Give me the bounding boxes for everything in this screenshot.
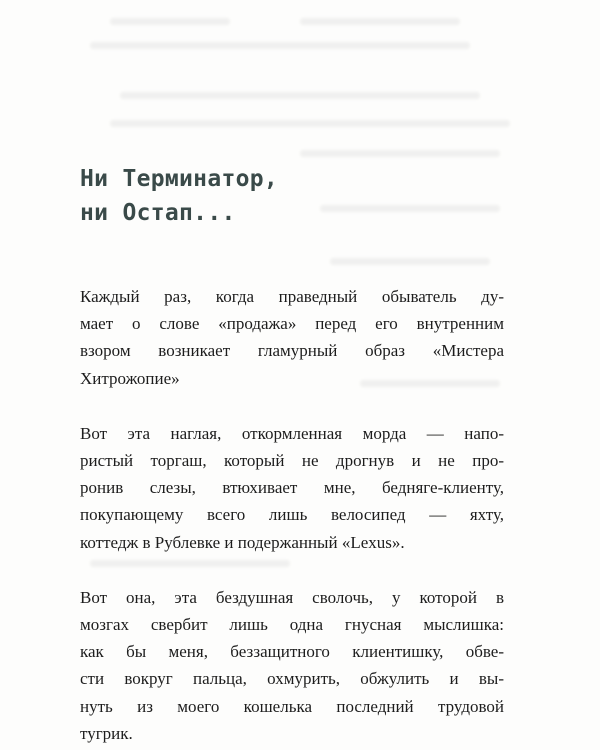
text-line: Каждый раз, когда праведный обыватель ду- (80, 287, 504, 306)
text-line: ронив слезы, втюхивает мне, бедняге-клиенту, (80, 478, 504, 498)
text-line: тугрик. (80, 723, 133, 743)
paragraph-3 (80, 584, 504, 747)
text-line: мает о слове «продажа» перед его внутренним (80, 314, 504, 334)
text-line: коттедж в Рублевке и подержанный «Lexus». (80, 532, 405, 552)
text-line: покупающему всего лишь велосипед — яхту, (80, 505, 504, 525)
text-line: нуть из моего кошелька последний трудовой (80, 696, 504, 716)
text-line: как бы меня, беззащитного клиентишку, обве- (80, 642, 504, 662)
text-line: ристый торгаш, который не дрогнув и не про- (80, 451, 504, 471)
text-line: Вот она, эта бездушная сволочь, у которой в (80, 587, 504, 607)
paragraph-1 (80, 283, 504, 392)
text-line: Хитрожопие» (80, 368, 180, 388)
paragraph-2 (80, 420, 504, 556)
text-line: мозгах свербит лишь одна гнусная мыслишка: (80, 615, 504, 635)
text-line: Вот эта наглая, откормленная морда — напо- (80, 423, 504, 443)
chapter-title-line: ни Остап... (80, 200, 236, 226)
chapter-title-line: Ни Терминатор, (80, 166, 279, 192)
text-line: сти вокруг пальца, охмурить, обжулить и вы- (80, 669, 504, 689)
chapter-title (80, 162, 278, 230)
text-line: взором возникает гламурный образ «Мистера (80, 341, 504, 361)
chapter-body (80, 283, 504, 750)
